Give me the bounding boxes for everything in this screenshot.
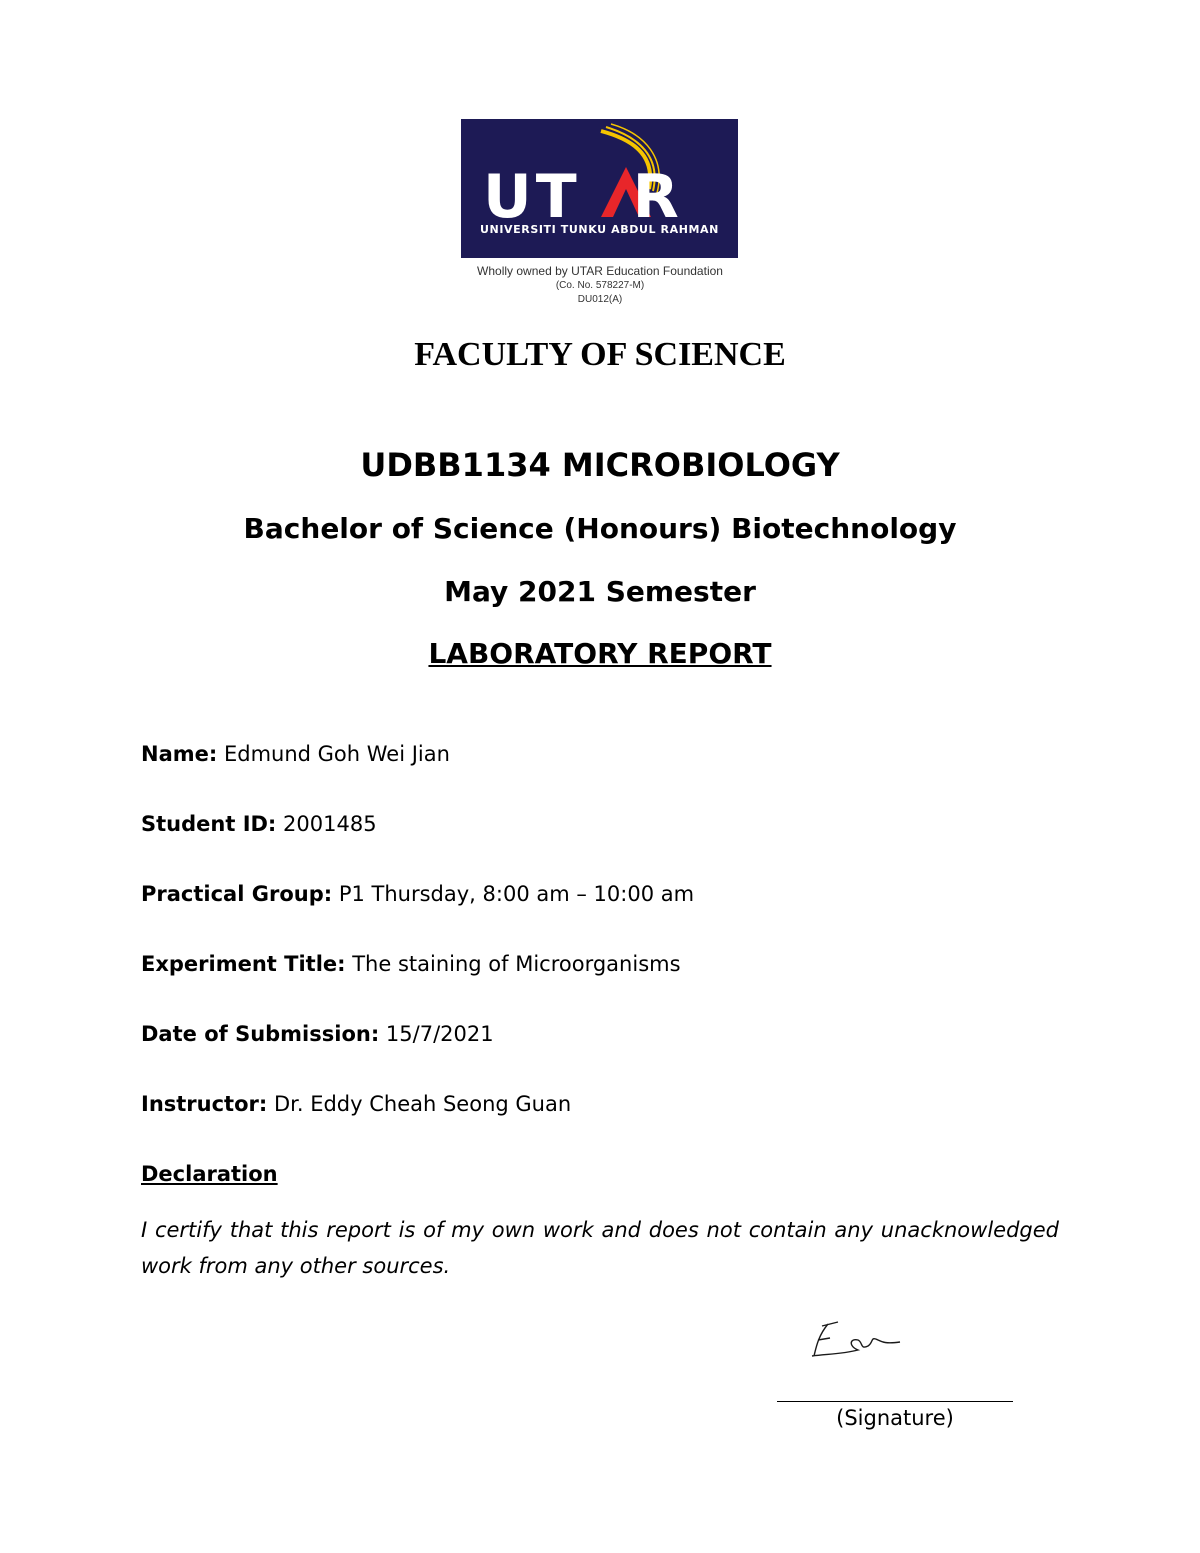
field-student-id: [141, 812, 377, 836]
field-experiment-title: [141, 952, 681, 976]
field-name: [141, 742, 450, 766]
signature-scribble: [808, 1316, 908, 1361]
field-date-of-submission: [141, 1022, 494, 1046]
faculty-title: FACULTY OF SCIENCE: [414, 336, 786, 373]
field-label: Date of Submission:: [141, 1022, 380, 1046]
signature-line: [777, 1401, 1013, 1402]
course-title: UDBB1134 MICROBIOLOGY: [360, 446, 840, 484]
field-label: Name:: [141, 742, 218, 766]
field-value: 2001485: [283, 812, 377, 836]
logo-wordmark: UT R: [483, 162, 681, 232]
du-number: DU012(A): [577, 294, 623, 305]
field-value: Edmund Goh Wei Jian: [223, 742, 450, 766]
field-label: Student ID:: [141, 812, 277, 836]
field-label: Practical Group:: [141, 882, 333, 906]
declaration-title: Declaration: [141, 1162, 278, 1186]
report-title: LABORATORY REPORT: [428, 637, 772, 670]
field-practical-group: [141, 882, 694, 906]
field-value: Dr. Eddy Cheah Seong Guan: [273, 1092, 572, 1116]
owned-by-text: Wholly owned by UTAR Education Foundation: [477, 264, 723, 278]
field-value: The staining of Microorganisms: [352, 952, 681, 976]
signature-label: (Signature): [836, 1406, 954, 1430]
declaration-text: I certify that this report is of my own work and does not contain any unacknowledged work from any other sources.: [141, 1218, 1059, 1278]
field-instructor: [141, 1092, 571, 1116]
semester-title: May 2021 Semester: [444, 575, 756, 608]
logo-university-name: UNIVERSITI TUNKU ABDUL RAHMAN: [480, 223, 719, 236]
field-value: P1 Thursday, 8:00 am – 10:00 am: [338, 882, 695, 906]
company-number: (Co. No. 578227-M): [555, 280, 645, 291]
field-label: Experiment Title:: [141, 952, 346, 976]
field-label: Instructor:: [141, 1092, 268, 1116]
programme-title: Bachelor of Science (Honours) Biotechnology: [243, 512, 957, 545]
utar-logo: [461, 119, 738, 258]
field-value: 15/7/2021: [385, 1022, 494, 1046]
